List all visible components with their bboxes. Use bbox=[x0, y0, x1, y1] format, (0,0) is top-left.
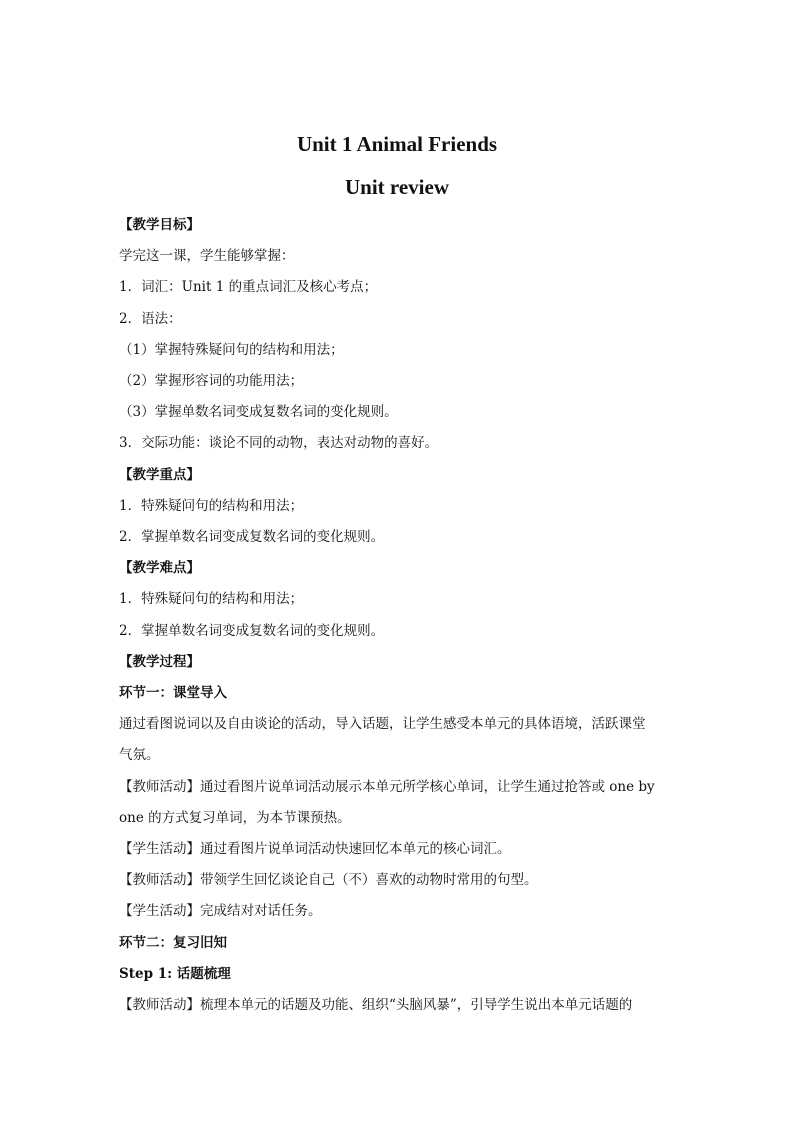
section-heading: Step 1: 话题梳理 bbox=[119, 965, 231, 982]
section-heading: 【教学过程】 bbox=[119, 653, 200, 670]
document-body bbox=[119, 210, 675, 1021]
text-line: 【学生活动】完成结对对话任务。 bbox=[119, 903, 322, 920]
text-line: 【教师活动】梳理本单元的话题及功能、组织“头脑风暴”，引导学生说出本单元话题的 bbox=[119, 997, 633, 1014]
text-line: 学完这一课，学生能够掌握： bbox=[119, 248, 295, 265]
text-line: 1．词汇：Unit 1 的重点词汇及核心考点； bbox=[119, 279, 378, 296]
text-line: （1）掌握特殊疑问句的结构和用法； bbox=[119, 341, 344, 358]
text-line: 2．语法： bbox=[119, 310, 182, 327]
text-line: 通过看图说词以及自由谈论的活动，导入话题，让学生感受本单元的具体语境，活跃课堂 bbox=[119, 716, 646, 733]
text-line: 2．掌握单数名词变成复数名词的变化规则。 bbox=[119, 529, 385, 546]
section-heading: 环节一：课堂导入 bbox=[119, 685, 227, 702]
document-title: Unit 1 Animal Friends bbox=[296, 132, 498, 156]
section-heading: 【教学难点】 bbox=[119, 560, 200, 577]
text-line: 【教师活动】通过看图片说单词活动展示本单元所学核心单词，让学生通过抢答或 one by bbox=[119, 778, 655, 795]
text-line: 2．掌握单数名词变成复数名词的变化规则。 bbox=[119, 622, 385, 639]
text-line: 气氛。 bbox=[119, 747, 160, 764]
text-line: （3）掌握单数名词变成复数名词的变化规则。 bbox=[119, 404, 398, 421]
document-subtitle: Unit review bbox=[344, 175, 449, 199]
section-heading: 环节二：复习旧知 bbox=[119, 934, 227, 951]
section-heading: 【教学重点】 bbox=[119, 466, 200, 483]
text-line: 【教师活动】带领学生回忆谈论自己（不）喜欢的动物时常用的句型。 bbox=[119, 872, 538, 889]
text-line: 1．特殊疑问句的结构和用法； bbox=[119, 497, 304, 514]
section-heading: 【教学目标】 bbox=[119, 217, 200, 233]
text-line: （2）掌握形容词的功能用法； bbox=[119, 373, 304, 390]
text-line: 【学生活动】通过看图片说单词活动快速回忆本单元的核心词汇。 bbox=[119, 841, 511, 858]
text-line: one 的方式复习单词，为本节课预热。 bbox=[119, 809, 351, 826]
text-line: 1．特殊疑问句的结构和用法； bbox=[119, 591, 304, 608]
text-line: 3．交际功能：谈论不同的动物，表达对动物的喜好。 bbox=[119, 435, 439, 452]
